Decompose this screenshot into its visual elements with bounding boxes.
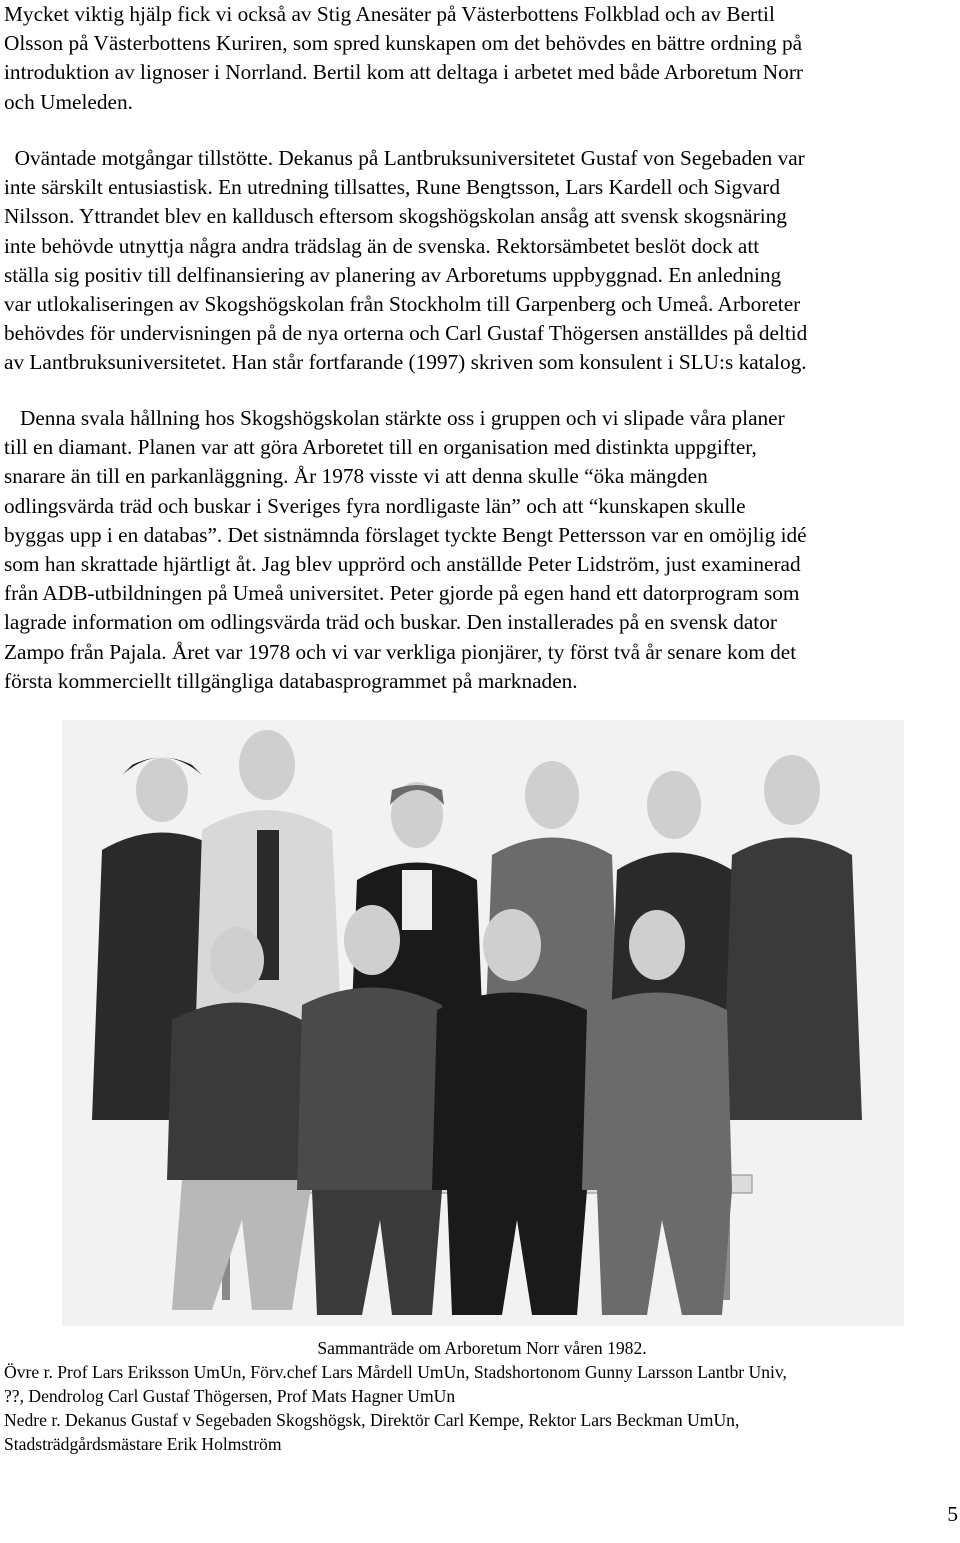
caption-line: ??, Dendrolog Carl Gustaf Thögersen, Prof Mats Hagner UmUn: [4, 1386, 456, 1406]
paragraph-line: snarare än till en parkanläggning. År 1978 visste vi att denna skulle “öka mängden: [4, 464, 708, 489]
paragraph-line: introduktion av lignoser i Norrland. Bertil kom att deltaga i arbetet med både Arboretum Norr: [4, 60, 804, 85]
photo-caption-title: Sammanträde om Arboretum Norr våren 1982.: [317, 1338, 647, 1358]
paragraph-line: Mycket viktig hjälp fick vi också av Stig Anesäter på Västerbottens Folkblad och av Bertil: [4, 2, 775, 26]
paragraph-line: till en diamant. Planen var att göra Arboretet till en organisation med distinkta uppgifter,: [4, 435, 757, 460]
paragraph-line: odlingsvärda träd och buskar i Sveriges fyra nordligaste län” och att “kunskapen skulle: [4, 493, 746, 518]
paragraph-line: Oväntade motgångar tillstötte. Dekanus på Lantbruksuniversitetet Gustaf von Segebaden var: [4, 146, 805, 170]
caption-line: Övre r. Prof Lars Eriksson UmUn, Förv.chef Lars Mårdell UmUn, Stadshortonom Gunny Larsson Lantbr Univ,: [4, 1362, 787, 1382]
group-photo-icon: [62, 720, 904, 1326]
caption-line: Nedre r. Dekanus Gustaf v Segebaden Skogshögsk, Direktör Carl Kempe, Rektor Lars Beckman UmUn,: [4, 1410, 740, 1430]
paragraph-line: från ADB-utbildningen på Umeå universitet. Peter gjorde på egen hand ett datorprogram som: [4, 581, 800, 606]
paragraph-line: Denna svala hållning hos Skogshögskolan stärkte oss i gruppen och vi slipade våra planer: [4, 406, 785, 430]
paragraph-3: [4, 404, 960, 696]
paragraph-line: Olsson på Västerbottens Kuriren, som spred kunskapen om det behövdes en bättre ordning på: [4, 31, 803, 56]
paragraph-line: behövdes för undervisningen på de nya orterna och Carl Gustaf Thögersen anställdes på deltid: [4, 321, 808, 346]
paragraph-line: byggas upp i en databas”. Det sistnämnda förslaget tyckte Bengt Pettersson var en omöjlig idé: [4, 522, 807, 547]
caption-line: Stadsträdgårdsmästare Erik Holmström: [4, 1434, 282, 1454]
paragraph-line: ställa sig positiv till delfinansiering av planering av Arboretums uppbyggnad. En anledning: [4, 262, 782, 287]
paragraph-1: [4, 0, 960, 117]
paragraph-line: Nilsson. Yttrandet blev en kalldusch eftersom skogshögskolan ansåg att svensk skogsnäring: [4, 204, 787, 229]
photo-caption-lower-row: [4, 1408, 960, 1456]
paragraph-line: av Lantbruksuniversitetet. Han står fortfarande (1997) skriven som konsulent i SLU:s katalog.: [4, 350, 807, 375]
paragraph-line: var utlokaliseringen av Skogshögskolan från Stockholm till Garpenberg och Umeå. Arboreter: [4, 292, 801, 317]
paragraph-2: [4, 144, 960, 378]
paragraph-line: inte särskilt entusiastisk. En utredning tillsattes, Rune Bengtsson, Lars Kardell och Sigvard: [4, 175, 781, 200]
paragraph-line: Zampo från Pajala. Året var 1978 och vi var verkliga pionjärer, ty först två år senare kom det: [4, 639, 797, 664]
photo-caption-upper-row: [4, 1360, 960, 1408]
paragraph-line: första kommerciellt tillgängliga databasprogrammet på marknaden.: [4, 668, 578, 693]
paragraph-line: och Umeleden.: [4, 89, 133, 114]
paragraph-line: som han skrattade hjärtligt åt. Jag blev upprörd och anställde Peter Lidström, just examinerad: [4, 552, 801, 577]
paragraph-line: inte behövde utnyttja några andra trädslag än de svenska. Rektorsämbetet beslöt dock att: [4, 233, 760, 258]
paragraph-line: lagrade information om odlingsvärda träd och buskar. Den installerades på en svensk dator: [4, 610, 777, 635]
page-number: 5: [947, 1502, 958, 1526]
